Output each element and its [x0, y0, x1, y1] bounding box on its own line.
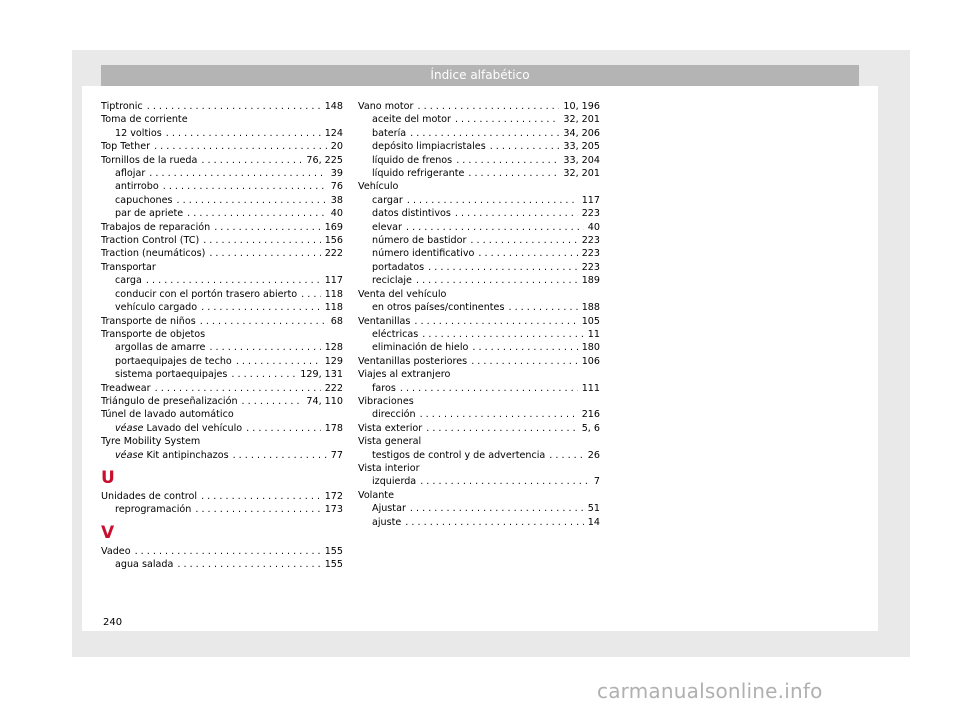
- index-entry-text: líquido de frenos: [372, 154, 453, 166]
- index-subentry: [101, 558, 343, 571]
- index-page-ref[interactable]: 124: [324, 127, 343, 139]
- index-entry-label: [372, 328, 418, 341]
- index-entry-text: Tiptronic: [101, 101, 143, 112]
- dot-leader: [410, 502, 584, 515]
- dot-leader: [468, 167, 559, 180]
- index-entry-label: [372, 234, 466, 247]
- index-entry: [101, 395, 343, 408]
- index-page-ref[interactable]: 111: [581, 382, 600, 394]
- index-page-ref[interactable]: 20: [330, 141, 343, 153]
- dot-leader: [209, 247, 320, 260]
- index-page-ref[interactable]: 11: [587, 328, 600, 340]
- index-page-ref[interactable]: 155: [324, 559, 343, 571]
- index-entry-text: aceite del motor: [372, 114, 451, 126]
- dot-leader: [149, 167, 327, 180]
- index-entry-label: [115, 301, 197, 314]
- index-entry-text: portaequipajes de techo: [115, 355, 232, 367]
- index-entry: [358, 315, 600, 328]
- dot-leader: [154, 140, 327, 153]
- index-subentry: [358, 502, 600, 515]
- index-entry-label: [372, 207, 451, 220]
- dot-leader: [177, 194, 327, 207]
- index-entry-label: [101, 221, 210, 234]
- index-entry-label: [115, 422, 242, 435]
- index-page-ref[interactable]: 180: [581, 342, 600, 354]
- index-page-ref[interactable]: 7: [593, 476, 600, 488]
- dot-leader: [187, 207, 327, 220]
- index-entry: [358, 422, 600, 435]
- index-subentry: [101, 503, 343, 516]
- index-entry-text: testigos de control y de advertencia: [372, 449, 546, 461]
- index-page-ref[interactable]: 105: [581, 315, 600, 327]
- dot-leader: [407, 194, 578, 207]
- index-subentry: [101, 288, 343, 301]
- index-entry-label: [372, 221, 402, 234]
- index-subentry: [358, 408, 600, 421]
- see-reference: véase: [115, 422, 144, 434]
- index-subentry: [358, 516, 600, 529]
- index-entry-label: [101, 382, 151, 395]
- index-page-ref[interactable]: 222: [324, 382, 343, 394]
- index-entry-text: cargar: [372, 194, 403, 206]
- index-entry-text: Ventanillas posteriores: [358, 355, 468, 367]
- index-entry-label: [115, 127, 162, 140]
- dot-leader: [301, 288, 321, 301]
- index-entry-label: [372, 301, 504, 314]
- dot-leader: [455, 113, 559, 126]
- dot-leader: [406, 221, 584, 234]
- index-entry-label: [115, 288, 297, 301]
- index-entry: [101, 234, 343, 247]
- index-entry: [101, 382, 343, 395]
- index-subentry: [358, 167, 600, 180]
- dot-leader: [426, 422, 577, 435]
- index-entry-label: [101, 315, 196, 328]
- dot-leader: [177, 558, 320, 571]
- dot-leader: [400, 382, 578, 395]
- index-subentry: [358, 127, 600, 140]
- index-entry-label: [372, 127, 406, 140]
- index-page-ref[interactable]: 39: [330, 168, 343, 180]
- index-entry-text: número identificativo: [372, 248, 475, 260]
- dot-leader: [166, 127, 321, 140]
- see-reference: véase: [115, 449, 144, 461]
- index-page-ref[interactable]: 74, 110: [306, 395, 343, 407]
- index-page-ref[interactable]: 188: [581, 302, 600, 314]
- index-page-ref[interactable]: 222: [324, 248, 343, 260]
- index-subentry: [101, 301, 343, 314]
- index-entry: [101, 315, 343, 328]
- dot-leader: [420, 475, 590, 488]
- index-entry-text: Kit antipinchazos: [146, 449, 229, 461]
- index-page-ref[interactable]: 189: [581, 275, 600, 287]
- index-heading: [358, 462, 600, 475]
- index-entry-text: Top Tether: [101, 141, 151, 153]
- index-entry-text: Ajustar: [372, 503, 406, 515]
- index-entry-text: Ventanillas: [358, 315, 411, 327]
- index-page-ref[interactable]: 26: [587, 449, 600, 461]
- index-subentry: [358, 301, 600, 314]
- index-entry-label: [372, 113, 451, 126]
- dot-leader: [549, 449, 584, 462]
- index-entry-text: batería: [372, 127, 407, 139]
- index-entry: [101, 154, 343, 167]
- index-entry-text: líquido refrigerante: [372, 168, 465, 180]
- dot-leader: [455, 207, 578, 220]
- index-page-ref[interactable]: 5, 6: [581, 422, 600, 434]
- index-entry-label: [372, 502, 406, 515]
- dot-leader: [236, 355, 321, 368]
- index-subentry: [101, 449, 343, 462]
- index-letter-heading: V: [101, 522, 115, 543]
- section-header: [101, 65, 859, 86]
- index-page-ref[interactable]: 223: [581, 235, 600, 247]
- index-page-ref[interactable]: 216: [581, 409, 600, 421]
- index-heading: [358, 489, 600, 502]
- index-entry-text: número de bastidor: [372, 235, 467, 247]
- index-entry-text: capuchones: [115, 194, 173, 206]
- index-page-ref[interactable]: 68: [330, 315, 343, 327]
- index-page-ref[interactable]: 51: [587, 503, 600, 515]
- index-entry-text: antirrobo: [115, 181, 159, 193]
- index-entry-text: aflojar: [115, 168, 146, 180]
- index-page-ref[interactable]: 14: [587, 516, 600, 528]
- index-entry-label: [358, 315, 410, 328]
- index-entry-text: Lavado del vehículo: [146, 422, 243, 434]
- index-subentry: [358, 113, 600, 126]
- index-entry-label: [372, 341, 468, 354]
- index-entry-text: par de apriete: [115, 208, 184, 220]
- index-entry-text: Treadwear: [101, 382, 151, 394]
- dot-leader: [420, 408, 578, 421]
- index-page-ref[interactable]: 38: [330, 194, 343, 206]
- dot-leader: [201, 154, 302, 167]
- index-subentry: [101, 422, 343, 435]
- index-heading-label: Túnel de lavado automático: [101, 409, 234, 421]
- dot-leader: [428, 261, 578, 274]
- index-entry: [358, 100, 600, 113]
- index-entry-text: reciclaje: [372, 275, 412, 287]
- page-number: 240: [103, 617, 123, 628]
- index-subentry: [101, 368, 343, 381]
- index-entry-label: [115, 341, 205, 354]
- index-entry-label: [358, 422, 422, 435]
- dot-leader: [478, 247, 577, 260]
- index-entry-text: conducir con el portón trasero abierto: [115, 288, 298, 300]
- index-subentry: [358, 221, 600, 234]
- index-entry: [101, 100, 343, 113]
- index-subentry: [358, 449, 600, 462]
- index-entry-label: [115, 167, 145, 180]
- index-entry-text: izquierda: [372, 476, 417, 488]
- index-heading-label: Tyre Mobility System: [101, 436, 201, 448]
- index-entry-label: [115, 207, 183, 220]
- dot-leader: [214, 221, 321, 234]
- index-entry-text: en otros países/continentes: [372, 302, 505, 314]
- index-heading: [101, 261, 343, 274]
- index-subentry: [101, 127, 343, 140]
- index-subentry: [358, 207, 600, 220]
- index-entry: [101, 140, 343, 153]
- dot-leader: [410, 127, 559, 140]
- dot-leader: [246, 422, 321, 435]
- index-entry-text: 12 voltios: [115, 127, 162, 139]
- index-entry-label: [115, 449, 229, 462]
- dot-leader: [490, 140, 560, 153]
- index-entry-label: [372, 516, 401, 529]
- dot-leader: [508, 301, 577, 314]
- index-subentry: [101, 194, 343, 207]
- index-entry-label: [358, 100, 414, 113]
- dot-leader: [242, 395, 303, 408]
- index-page-ref[interactable]: 172: [324, 490, 343, 502]
- index-letter-heading: U: [101, 467, 115, 488]
- dot-leader: [135, 545, 321, 558]
- index-heading-label: Transporte de objetos: [101, 328, 206, 340]
- index-page-ref[interactable]: 32, 201: [563, 114, 600, 126]
- index-entry-label: [101, 247, 205, 260]
- index-page-ref[interactable]: 173: [324, 504, 343, 516]
- index-subentry: [358, 382, 600, 395]
- dot-leader: [163, 180, 327, 193]
- index-heading-label: Viajes al extranjero: [358, 369, 451, 381]
- index-entry-label: [101, 490, 197, 503]
- index-subentry: [358, 194, 600, 207]
- index-entry-text: Unidades de control: [101, 490, 198, 502]
- dot-leader: [405, 516, 583, 529]
- index-entry-label: [101, 545, 131, 558]
- index-entry-text: sistema portaequipajes: [115, 369, 228, 381]
- index-entry-text: dirección: [372, 409, 416, 421]
- index-entry-label: [372, 154, 452, 167]
- index-entry-label: [115, 355, 232, 368]
- index-subentry: [101, 274, 343, 287]
- index-entry-text: depósito limpiacristales: [372, 141, 486, 153]
- index-entry-label: [101, 154, 197, 167]
- index-page-ref[interactable]: 178: [324, 422, 343, 434]
- index-page-ref[interactable]: 223: [581, 248, 600, 260]
- index-entry-text: eliminación de hielo: [372, 342, 469, 354]
- index-subentry: [358, 140, 600, 153]
- index-page-ref[interactable]: 33, 205: [563, 141, 600, 153]
- index-page-ref[interactable]: 106: [581, 355, 600, 367]
- index-heading: [358, 395, 600, 408]
- index-heading: [101, 328, 343, 341]
- index-entry-text: datos distintivos: [372, 208, 451, 220]
- index-entry-label: [115, 503, 191, 516]
- index-heading: [358, 288, 600, 301]
- index-heading-label: Vehículo: [358, 181, 399, 193]
- section-title: Índice alfabético: [430, 68, 530, 82]
- index-entry-label: [372, 194, 403, 207]
- index-entry: [101, 545, 343, 558]
- dot-leader: [203, 234, 321, 247]
- index-entry-text: Vadeo: [101, 545, 131, 557]
- index-entry: [101, 490, 343, 503]
- index-entry-text: ajuste: [372, 516, 402, 528]
- index-subentry: [101, 180, 343, 193]
- index-subentry: [358, 274, 600, 287]
- index-entry: [101, 247, 343, 260]
- index-entry-text: agua salada: [115, 559, 174, 571]
- index-subentry: [101, 207, 343, 220]
- index-entry-text: Transporte de niños: [101, 315, 196, 327]
- index-entry: [358, 355, 600, 368]
- index-page-ref[interactable]: 33, 204: [563, 154, 600, 166]
- index-page-ref[interactable]: 129: [324, 355, 343, 367]
- index-page-ref[interactable]: 128: [324, 342, 343, 354]
- index-entry-label: [101, 395, 238, 408]
- index-entry-text: Trabajos de reparación: [101, 221, 211, 233]
- index-entry-text: argollas de amarre: [115, 342, 206, 354]
- index-subentry: [101, 341, 343, 354]
- index-page-ref[interactable]: 223: [581, 261, 600, 273]
- dot-leader: [422, 328, 584, 341]
- index-entry-text: reprogramación: [115, 504, 192, 516]
- index-entry-label: [372, 247, 474, 260]
- index-page-ref[interactable]: 77: [330, 449, 343, 461]
- dot-leader: [155, 382, 321, 395]
- index-page-ref[interactable]: 117: [324, 275, 343, 287]
- index-column-right: [358, 100, 600, 529]
- index-page-ref[interactable]: 34, 206: [563, 127, 600, 139]
- index-entry-text: Tornillos de la rueda: [101, 154, 198, 166]
- index-subentry: [358, 341, 600, 354]
- watermark: carmanualsonline.info: [597, 679, 823, 703]
- index-page-ref[interactable]: 169: [324, 221, 343, 233]
- index-page-ref[interactable]: 148: [324, 101, 343, 112]
- index-subentry: [358, 154, 600, 167]
- index-page-ref[interactable]: 155: [324, 545, 343, 557]
- dot-leader: [456, 154, 559, 167]
- index-page-ref[interactable]: 118: [324, 302, 343, 314]
- index-column-left: [101, 100, 343, 572]
- index-heading: [358, 435, 600, 448]
- index-entry-text: Triángulo de preseñalización: [101, 395, 238, 407]
- index-entry-text: vehículo cargado: [115, 302, 198, 314]
- index-subentry: [101, 355, 343, 368]
- dot-leader: [416, 274, 578, 287]
- index-heading-label: Venta del vehículo: [358, 288, 447, 300]
- index-heading-label: Transportar: [101, 261, 156, 273]
- index-page-ref[interactable]: 156: [324, 235, 343, 247]
- index-entry-label: [372, 274, 412, 287]
- index-page-ref[interactable]: 117: [581, 194, 600, 206]
- index-page-ref[interactable]: 76, 225: [306, 154, 343, 166]
- index-entry-label: [372, 382, 396, 395]
- index-page-ref[interactable]: 10, 196: [563, 101, 600, 112]
- index-entry-text: Vista exterior: [358, 422, 423, 434]
- dot-leader: [201, 490, 321, 503]
- dot-leader: [147, 100, 321, 113]
- index-entry-label: [372, 261, 424, 274]
- index-heading: [358, 368, 600, 381]
- index-subentry: [358, 475, 600, 488]
- index-page-ref[interactable]: 129, 131: [300, 369, 343, 381]
- index-heading: [101, 113, 343, 126]
- index-entry-text: eléctricas: [372, 328, 419, 340]
- index-entry-label: [101, 140, 150, 153]
- index-subentry: [358, 234, 600, 247]
- index-entry-text: Traction (neumáticos): [101, 248, 206, 260]
- dot-leader: [195, 503, 320, 516]
- dot-leader: [233, 449, 327, 462]
- index-entry: [101, 221, 343, 234]
- index-heading: [101, 435, 343, 448]
- index-heading-label: Toma de corriente: [101, 114, 188, 126]
- index-entry-label: [372, 408, 416, 421]
- index-entry-text: elevar: [372, 221, 402, 233]
- index-heading: [101, 408, 343, 421]
- index-heading-label: Vista interior: [358, 462, 420, 474]
- index-heading-label: Vibraciones: [358, 395, 414, 407]
- dot-leader: [470, 234, 577, 247]
- index-subentry: [358, 328, 600, 341]
- index-entry-label: [372, 449, 545, 462]
- index-page-ref[interactable]: 118: [324, 288, 343, 300]
- index-entry-label: [115, 194, 173, 207]
- index-entry-label: [372, 167, 464, 180]
- index-heading-label: Vista general: [358, 436, 422, 448]
- index-entry-label: [115, 368, 227, 381]
- index-entry-text: carga: [115, 275, 142, 287]
- index-entry-label: [115, 274, 142, 287]
- dot-leader: [471, 355, 578, 368]
- dot-leader: [200, 315, 327, 328]
- index-subentry: [358, 247, 600, 260]
- index-entry-label: [101, 100, 143, 113]
- index-page-ref[interactable]: 40: [330, 208, 343, 220]
- index-entry-label: [101, 234, 199, 247]
- dot-leader: [418, 100, 560, 113]
- index-entry-label: [372, 475, 416, 488]
- index-page-ref[interactable]: 223: [581, 208, 600, 220]
- dot-leader: [209, 341, 320, 354]
- index-heading-label: Volante: [358, 489, 394, 501]
- index-page-ref[interactable]: 76: [330, 181, 343, 193]
- index-entry-label: [358, 355, 467, 368]
- index-heading: [358, 180, 600, 193]
- dot-leader: [472, 341, 577, 354]
- index-entry-text: portadatos: [372, 261, 425, 273]
- index-entry-text: Traction Control (TC): [101, 235, 200, 247]
- index-page-ref[interactable]: 40: [587, 221, 600, 233]
- index-page-ref[interactable]: 32, 201: [563, 168, 600, 180]
- index-subentry: [358, 261, 600, 274]
- index-subentry: [101, 167, 343, 180]
- dot-leader: [414, 315, 577, 328]
- index-entry-text: faros: [372, 382, 396, 394]
- dot-leader: [146, 274, 321, 287]
- dot-leader: [201, 301, 321, 314]
- index-entry-label: [372, 140, 486, 153]
- index-entry-label: [115, 180, 159, 193]
- index-entry-text: Vano motor: [358, 101, 414, 112]
- index-entry-label: [115, 558, 173, 571]
- dot-leader: [231, 368, 296, 381]
